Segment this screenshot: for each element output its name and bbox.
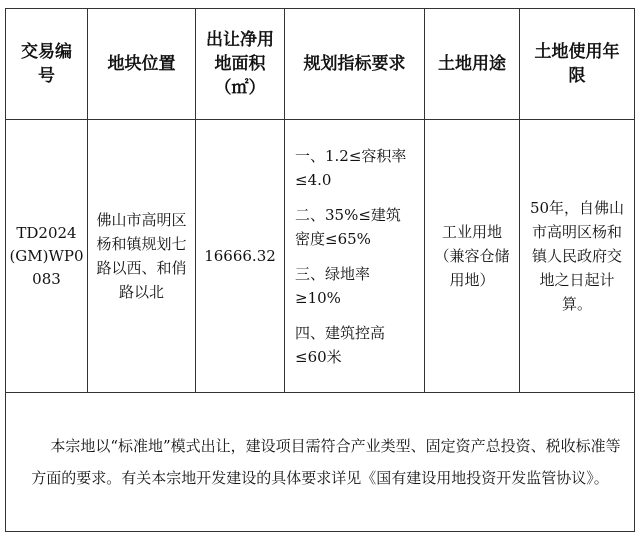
note-text: 本宗地以“标准地”模式出让，建设项目需符合产业类型、固定资产总投资、税收标准等方面的要求。有关本宗地开发建设的具体要求详见《国有建设用地投资开发监管协议》。 <box>31 437 621 487</box>
land-info-table <box>5 8 635 532</box>
cell-planning-requirements <box>285 120 425 393</box>
note-row <box>6 393 635 532</box>
cell-land-use <box>425 120 520 393</box>
spec-green-ratio: 三、绿地率≥10% <box>295 264 371 307</box>
cell-trade-number <box>6 120 88 393</box>
header-land-use: 土地用途 <box>425 9 520 120</box>
trade-number-text: TD2024(GM)WP0083 <box>9 223 84 288</box>
header-planning-requirements: 规划指标要求 <box>285 9 425 120</box>
spec-height-limit: 四、建筑控高≤60米 <box>295 323 386 366</box>
location-text: 佛山市高明区杨和镇规划七路以西、和俏路以北 <box>96 211 187 301</box>
table-row <box>6 120 635 393</box>
header-land-term: 土地使用年限 <box>520 9 635 120</box>
header-area: 出让净用地面积（㎡） <box>196 9 285 120</box>
land-use-text: 工业用地（兼容仓储用地） <box>434 223 510 289</box>
spec-building-density: 二、35%≤建筑密度≤65% <box>295 205 401 248</box>
cell-note <box>6 393 635 532</box>
cell-land-term <box>520 120 635 393</box>
header-row <box>6 9 635 120</box>
land-term-text: 50年，自佛山市高明区杨和镇人民政府交地之日起计算。 <box>529 199 625 313</box>
header-trade-number: 交易编号 <box>6 9 88 120</box>
header-location: 地块位置 <box>88 9 196 120</box>
area-text: 16666.32 <box>204 247 276 265</box>
cell-area <box>196 120 285 393</box>
cell-location <box>88 120 196 393</box>
spec-floor-area-ratio: 一、1.2≤容积率≤4.0 <box>295 146 407 189</box>
